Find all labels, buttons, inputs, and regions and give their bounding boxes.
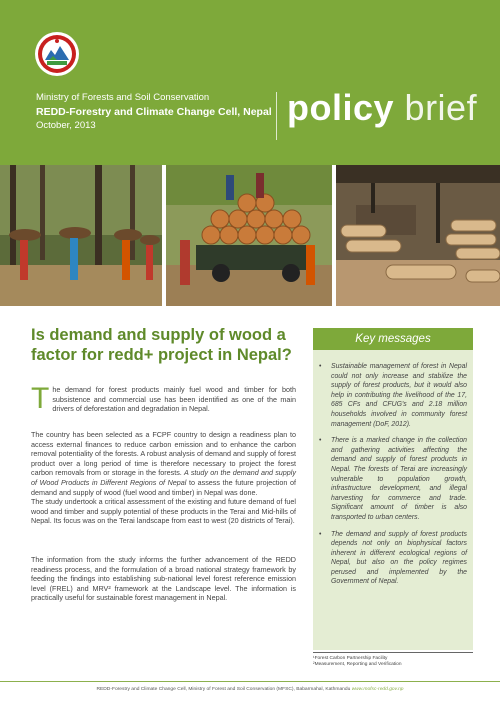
key-message-text: Sustainable management of forest in Nepal could not only increase and stabilize the supply of forest products, but it would also help in contributing the livelihood of the 17, 685 CFs and CFUG's and 2.18 million households involved in community forest management (DoF, 2012). — [331, 363, 467, 428]
ministry-name: Ministry of Forests and Soil Conservation — [36, 92, 210, 103]
intro-paragraph — [31, 382, 296, 415]
brief-word-brief: brief — [404, 87, 478, 128]
sawmill-logs-photo — [336, 165, 500, 306]
key-message-item — [313, 530, 473, 588]
header-banner — [0, 0, 500, 165]
article-title: Is demand and supply of wood a factor for redd+ project in Nepal? — [31, 326, 292, 364]
intro-text: he demand for forest products mainly fuel wood and timber for both subsistence and commercial use has been identified as one of the main drivers of deforestation and degradation in Nepal. — [52, 385, 296, 414]
publication-date: October, 2013 — [36, 120, 96, 131]
information-text: The information from the study informs the further advancement of the REDD readiness process, and the formulation of a broad national strategy framework by feeding the findings into establishing sub-national level forest reference emission level (FREL) and MRV² framework at the Landscape level. The information is practically useful for sustainable forest management in Nepal. — [31, 555, 296, 603]
drop-cap: T — [31, 382, 50, 415]
key-message-item — [313, 436, 473, 522]
key-message-item — [313, 362, 473, 429]
footer-divider — [0, 681, 500, 682]
fcpf-text-a: The country has been selected as a FCPF country to design a readiness plan to access external finances to reduce carbon emission and to enhance the carbon removal potentiality of the forests. A robust analysis of demand and supply of forest product over a long period of time is therefore necessary to project the forest carbon removals from or storage in the forests. — [31, 430, 296, 478]
key-message-text: There is a marked change in the collection and gathering activities affecting the demand and supply of forest products in Nepal. The forests of Terai are increasingly vulnerable to population growth, infrastructure development, and illegal harvesting for commerce and trade. Significant amount of timber is also transported to urban centers. — [331, 437, 467, 521]
bullet-icon: • — [319, 530, 322, 538]
timber-truck-loading-photo — [166, 165, 332, 306]
women-carrying-firewood-photo — [0, 165, 162, 306]
policy-brief-title — [287, 88, 477, 128]
header-divider — [276, 92, 277, 140]
footnote-fcpf: ¹Forest Carbon Partnership Facility — [313, 656, 388, 661]
footer — [0, 686, 500, 694]
footer-website-link[interactable]: www.mofsc-redd.gov.np — [351, 687, 404, 692]
nepal-emblem-icon — [33, 30, 81, 78]
footnote-mrv: ²Measurement, Reporting and Verification — [313, 662, 402, 667]
footer-address: REDD-Forestry and Climate Change Cell, Ministry of Forest and Soil Conservation (MFSC), Babarmahal, Kathmandu — [96, 687, 351, 692]
fcpf-paragraph — [31, 430, 296, 497]
footnote-divider — [313, 652, 473, 653]
bullet-icon: • — [319, 363, 322, 370]
key-messages-heading: Key messages — [313, 328, 473, 350]
brief-word-policy: policy — [287, 87, 395, 128]
study-text: The study undertook a critical assessment of the existing and future demand of fuel wood and timber and supply potential of these products in the Terai and Mid-hills of Nepal. Its focus was on the Terai landscape from east to west (20 districts of Terai). — [31, 497, 296, 526]
bullet-icon: • — [319, 437, 322, 445]
key-messages-list — [313, 362, 473, 594]
photo-strip — [0, 165, 500, 306]
key-message-text: The demand and supply of forest products depends not only on biophysical factors inherent in different ecological regions of Nepal, but also on the policy regimes perused and implemented by the Government of Nepal. — [331, 530, 467, 586]
fcpf-text-b: to assess the future projection of demand and supply of wood (fuel wood and timber) in Nepal was done. — [31, 477, 296, 497]
information-paragraph — [31, 555, 296, 603]
study-paragraph — [31, 497, 296, 526]
study-title: A study on the demand and supply of Wood Products in Different Regions of Nepal — [31, 468, 296, 487]
cell-name: REDD-Forestry and Climate Change Cell, Nepal — [36, 106, 272, 118]
